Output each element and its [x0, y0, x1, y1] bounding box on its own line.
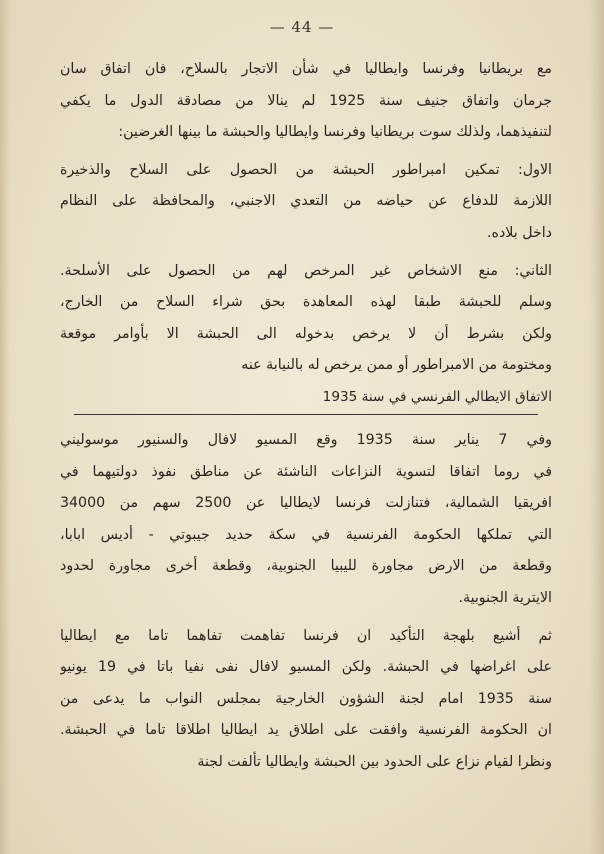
text-line: اللازمة للدفاع عن حياضه من التعدي الاجنبي، والمحافظة على النظام — [60, 193, 552, 210]
text-line: لتنفيذهما، ولذلك سوت بريطانيا وفرنسا وايطاليا والحبشة ما بينها الغرضين: — [118, 124, 552, 141]
heading-underline-rule — [74, 414, 538, 416]
text-line: ومختومة من الامبراطور أو ممن يرخص له بالنيابة عنه — [241, 357, 552, 374]
paragraph — [60, 425, 552, 615]
text-line: الاول: تمكين امبراطور الحبشة من الحصول على السلاح والذخيرة — [60, 161, 552, 178]
paragraph — [60, 155, 552, 250]
text-line: ثم أشيع بلهجة التأكيد ان فرنسا تفاهمت تفاهما تاما مع ايطاليا — [60, 627, 552, 644]
page-edge-shadow-left — [0, 0, 10, 854]
text-line: ولكن بشرط أن لا يرخص بدخوله الى الحبشة الا بأوامر موقعة — [60, 325, 552, 342]
paragraph — [60, 54, 552, 149]
text-line: في روما اتفاقا لتسوية النزاعات الناشئة عن مناطق نفوذ دولتيهما في — [60, 463, 552, 480]
text-line: وسلم للحبشة طبقا لهذه المعاهدة بحق شراء السلاح من الخارج، — [60, 294, 552, 311]
text-line: سنة 1935 امام لجنة الشؤون الخارجية بمجلس النواب ما يدعى من — [60, 690, 552, 707]
text-line: الثاني: منع الاشخاص غير المرخص لهم من الحصول على الأسلحة. — [60, 262, 552, 279]
text-line: وفي 7 يناير سنة 1935 وقع المسيو لافال والسنيور موسوليني — [60, 432, 552, 449]
body-text — [60, 54, 552, 779]
text-line: ان الحكومة الفرنسية وافقت على اطلاق يد ايطاليا اطلاقا تاما في الحبشة. — [60, 722, 552, 739]
text-line: جرمان واتفاق جنيف سنة 1925 لم ينالا من مصادقة الدول ما يكفي — [60, 92, 552, 109]
text-line: مع بريطانيا وفرنسا وايطاليا في شأن الاتجار بالسلاح، فان اتفاق سان — [60, 61, 552, 77]
text-line: التي تملكها الحكومة الفرنسية في سكة حديد جيبوتي - أديس ابابا، — [60, 526, 552, 543]
paragraph — [60, 621, 552, 779]
text-line: ونظرا لقيام نزاع على الحدود بين الحبشة وايطاليا تألفت لجنة — [197, 753, 552, 770]
text-line: الايترية الجنوبية. — [458, 590, 552, 606]
text-line: وقطعة من الارض مجاورة لليبيا الجنوبية، وقطعة أخرى مجاورة لحدود — [60, 558, 552, 575]
page-edge-shadow-right — [590, 0, 604, 854]
text-line: افريقيا الشمالية، فتنازلت فرنسا لايطاليا عن 2500 سهم من 34000 — [60, 495, 552, 512]
text-line: داخل بلاده. — [487, 224, 552, 241]
paragraph — [60, 256, 552, 382]
text-line: على اغراضها في الحبشة. ولكن المسيو لافال نفى نفيا باتا في 19 يونيو — [60, 659, 552, 676]
section-heading: الاتفاق الايطالي الفرنسي في سنة 1935 — [322, 388, 552, 405]
page-number: — 44 — — [269, 18, 335, 36]
